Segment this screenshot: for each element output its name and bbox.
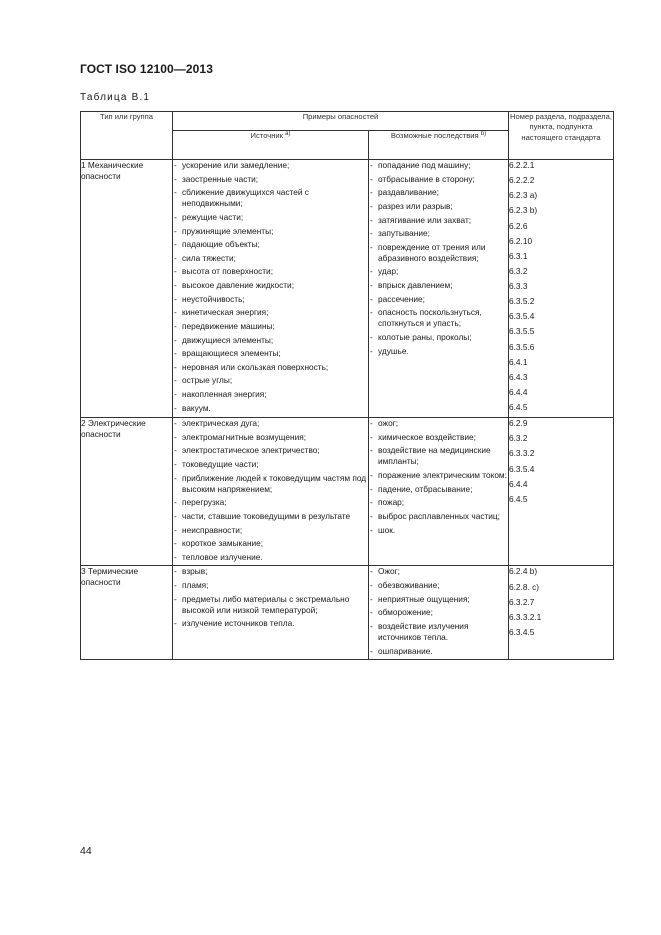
header-source (173, 131, 369, 160)
page-number: 44 (80, 845, 92, 857)
hazard-source-item: - тепловое излучение. (173, 552, 368, 563)
hazard-consequence-item: - колотые раны, проколы; (369, 332, 508, 343)
hazard-consequence-item: - ошпаривание. (369, 646, 508, 657)
section-number: 6.3.5.5 (509, 326, 535, 337)
hazard-consequence-item: - химическое воздействие; (369, 432, 508, 443)
hazard-source-item: - предметы либо материалы с экстремально высокой или низкой температурой; (173, 594, 368, 616)
hazard-consequences-list (369, 418, 508, 535)
hazard-consequence-item: - впрыск давлением; (369, 280, 508, 291)
hazard-source-item: - приближение людей к токоведущим частям под высоким напряжением; (173, 473, 368, 495)
section-number: 6.4.4 (509, 386, 528, 397)
hazard-consequence-item: - обезвоживание; (369, 580, 508, 591)
section-number: 6.3.5.6 (509, 341, 535, 352)
hazard-source-item: - режущие части; (173, 212, 368, 223)
hazard-sources (173, 566, 369, 660)
header-section-number: Номер раздела, подраздела, пункта, подпункта настоящего стандарта (509, 112, 614, 160)
hazard-consequences (369, 418, 509, 566)
section-number: 6.4.4 (509, 478, 528, 489)
hazard-consequences (369, 160, 509, 418)
header-hazard-examples: Примеры опасностей (173, 112, 509, 131)
hazard-sources (173, 160, 369, 418)
hazard-consequence-item: - повреждение от трения или абразивного воздействия; (369, 242, 508, 264)
section-number: 6.4.5 (509, 402, 528, 412)
hazard-source-item: - сила тяжести; (173, 253, 368, 264)
hazard-source-item: - электромагнитные возмущения; (173, 432, 368, 443)
hazard-source-item: - неустойчивость; (173, 294, 368, 305)
hazard-source-item: - заостренные части; (173, 174, 368, 185)
section-number: 6.2.4 b) (509, 566, 538, 577)
hazard-source-item: - острые углы; (173, 375, 368, 386)
hazard-consequence-item: - запутывание; (369, 228, 508, 239)
hazard-source-item: - короткое замыкание; (173, 538, 368, 549)
hazard-source-item: - вакуум. (173, 403, 368, 414)
hazard-consequences-list (369, 160, 508, 357)
hazard-consequence-item: - удушье. (369, 346, 508, 357)
hazard-group: 1 Механические опасности (81, 160, 173, 418)
hazard-sources-list (173, 160, 368, 414)
hazard-sources-list (173, 418, 368, 563)
header-consequences-label: Возможные последствия (390, 131, 479, 140)
header-source-label: Источник (250, 131, 283, 140)
section-number: 6.3.4.5 (509, 626, 535, 637)
section-number: 6.3.3.2.1 (509, 611, 542, 622)
hazard-source-item: - излучение источников тепла. (173, 618, 368, 629)
hazard-sources-list (173, 566, 368, 629)
table-row (81, 566, 614, 660)
section-number: 6.2.8. c) (509, 581, 539, 592)
hazard-consequence-item: - отбрасывание в сторону; (369, 174, 508, 185)
hazard-source-item: - неровная или скользкая поверхность; (173, 362, 368, 373)
hazard-source-item: - высокое давление жидкости; (173, 280, 368, 291)
header-consequences-footnote: b) (480, 131, 487, 137)
table-row (81, 418, 614, 566)
hazard-consequence-item: - выброс расплавленных частиц; (369, 511, 508, 522)
hazards-table (80, 111, 614, 660)
table-body (81, 160, 614, 660)
hazard-source-item: - ускорение или замедление; (173, 160, 368, 171)
header-source-footnote: a) (285, 131, 291, 137)
hazard-source-item: - взрыв; (173, 566, 368, 577)
hazard-source-item: - накопленная энергия; (173, 389, 368, 400)
hazard-consequence-item: - удар; (369, 266, 508, 277)
section-numbers (509, 566, 614, 660)
header-type-group: Тип или группа (81, 112, 173, 160)
hazard-source-item: - передвижение машины; (173, 321, 368, 332)
hazard-source-item: - пружинящие элементы; (173, 226, 368, 237)
hazard-consequences-list (369, 566, 508, 656)
hazard-consequence-item: - ожог; (369, 418, 508, 429)
hazard-consequence-item: - падение, отбрасывание; (369, 484, 508, 495)
hazard-source-item: - вращающиеся элементы; (173, 348, 368, 359)
section-number: 6.2.2.2 (509, 175, 535, 186)
section-number: 6.4.5 (509, 493, 528, 504)
table-row (81, 160, 614, 418)
header-consequences (369, 131, 509, 160)
hazard-consequence-item: - шок. (369, 525, 508, 536)
section-number: 6.4.1 (509, 356, 528, 367)
section-number: 6.2.6 (509, 220, 528, 231)
hazard-source-item: - пламя; (173, 580, 368, 591)
hazard-consequence-item: - разрез или разрыв; (369, 201, 508, 212)
hazard-source-item: - электростатическое электричество; (173, 445, 368, 456)
hazard-consequence-item: - неприятные ощущения; (369, 594, 508, 605)
hazard-consequence-item: - поражение электрическим током: (369, 470, 508, 481)
section-number: 6.3.5.2 (509, 296, 535, 307)
hazard-consequence-item: - опасность поскользнуться, споткнуться и упасть; (369, 307, 508, 329)
hazard-consequence-item: - раздавливание; (369, 187, 508, 198)
hazard-consequence-item: - затягивание или захват; (369, 215, 508, 226)
hazard-source-item: - части, ставшие токоведущими в результате (173, 511, 368, 522)
hazard-consequence-item: - обморожение; (369, 607, 508, 618)
section-number: 6.3.3 (509, 281, 528, 291)
hazard-source-item: - кинетическая энергия; (173, 307, 368, 318)
section-number: 6.2.2.1 (509, 160, 535, 170)
hazard-group: 3 Термические опасности (81, 566, 173, 660)
hazard-consequence-item: - рассечение; (369, 294, 508, 305)
document-code: ГОСТ ISO 12100—2013 (80, 62, 213, 76)
hazard-source-item: - перегрузка; (173, 497, 368, 508)
section-number: 6.2.10 (509, 235, 533, 246)
hazard-consequence-item: - воздействие излучения источников тепла. (369, 621, 508, 643)
hazard-consequences (369, 566, 509, 660)
hazard-source-item: - падающие объекты; (173, 239, 368, 250)
section-number: 6.3.1 (509, 250, 528, 261)
section-number: 6.3.5.4 (509, 311, 535, 322)
hazard-source-item: - движущиеся элементы; (173, 335, 368, 346)
section-number: 6.3.5.4 (509, 463, 535, 474)
section-number: 6.2.3 a) (509, 190, 538, 201)
hazard-group: 2 Электрические опасности (81, 418, 173, 566)
hazard-consequence-item: - воздействие на медицинские импланты; (369, 445, 508, 467)
hazard-consequence-item: - попадание под машину; (369, 160, 508, 171)
section-number: 6.3.3.2 (509, 448, 535, 459)
section-number: 6.3.2 (509, 265, 528, 276)
section-number: 6.3.2 (509, 433, 528, 444)
section-number: 6.2.3 b) (509, 205, 538, 216)
section-number: 6.3.2.7 (509, 596, 535, 607)
hazard-sources (173, 418, 369, 566)
section-number: 6.2.9 (509, 418, 528, 429)
hazard-source-item: - токоведущие части; (173, 459, 368, 470)
hazard-consequence-item: - пожар; (369, 497, 508, 508)
section-numbers (509, 160, 614, 418)
section-numbers (509, 418, 614, 566)
hazard-source-item: - высота от поверхности; (173, 266, 368, 277)
table-caption: Таблица В.1 (80, 92, 151, 103)
hazard-source-item: - электрическая дуга; (173, 418, 368, 429)
hazard-source-item: - сближение движущихся частей с неподвижными; (173, 187, 368, 209)
hazard-source-item: - неисправности; (173, 525, 368, 536)
hazard-consequence-item: - Ожог; (369, 566, 508, 577)
section-number: 6.4.3 (509, 371, 528, 382)
